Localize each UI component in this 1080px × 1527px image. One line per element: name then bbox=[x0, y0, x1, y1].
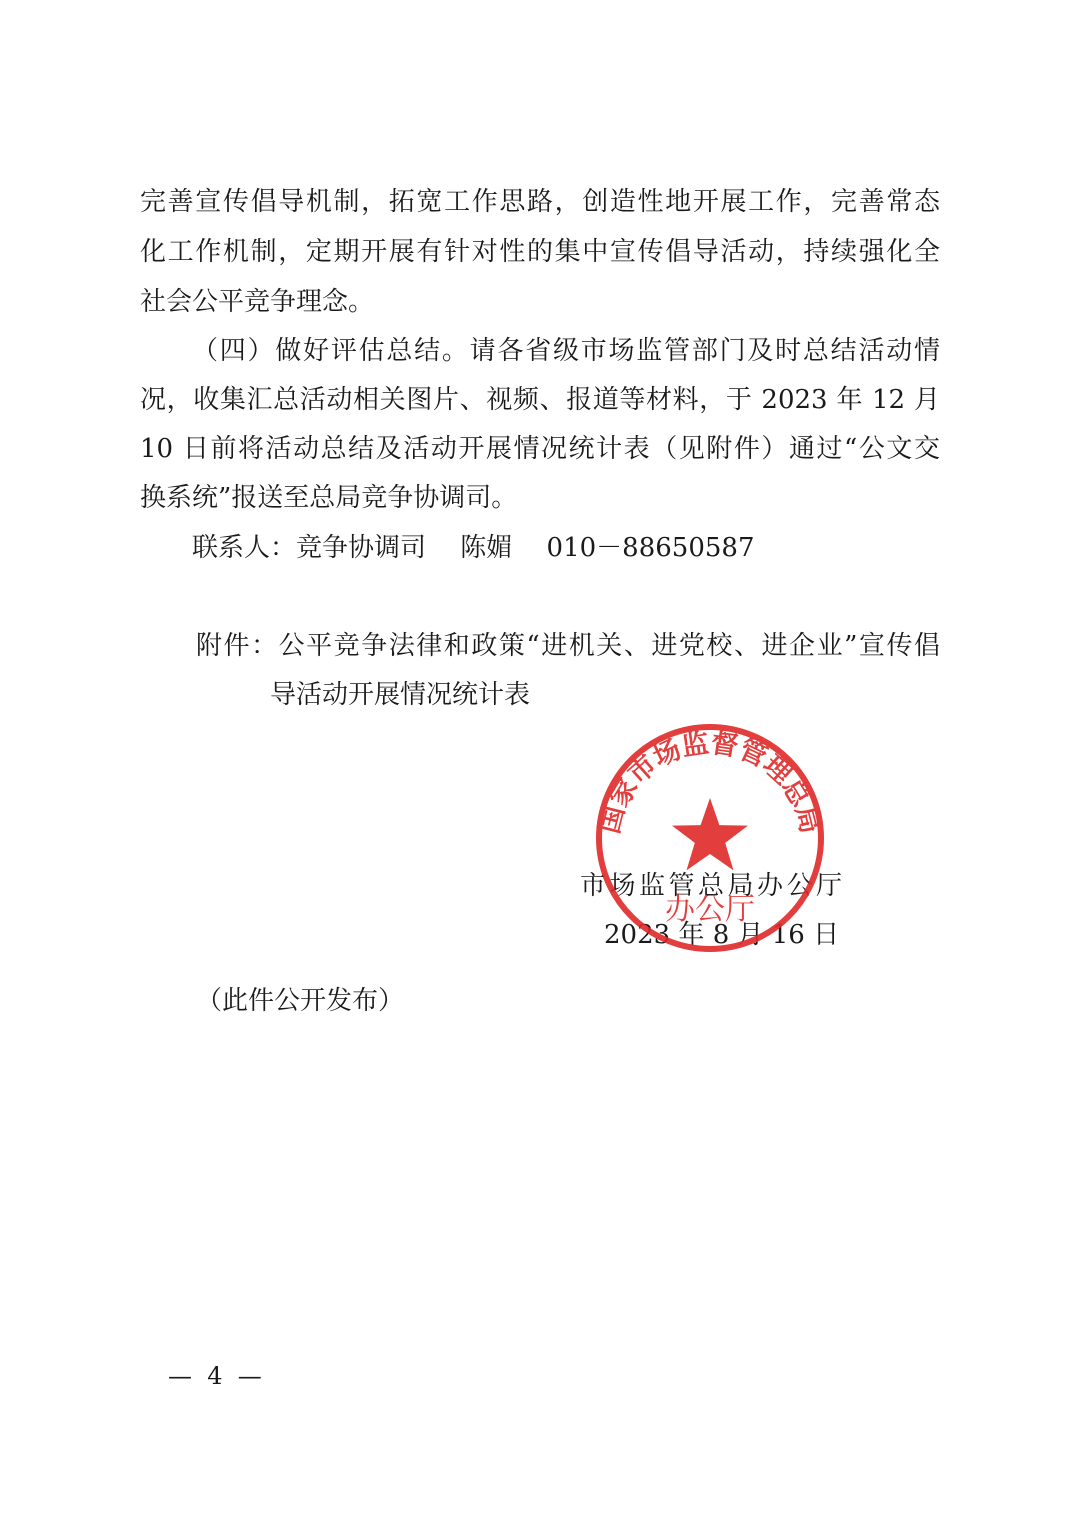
paragraph-line: 况，收集汇总活动相关图片、视频、报道等材料，于 2023 年 12 月 bbox=[140, 385, 940, 415]
seal-ring-text: 国家市场监督管理总局 bbox=[594, 727, 826, 837]
paragraph-line: 完善宣传倡导机制，拓宽工作思路，创造性地开展工作，完善常态 bbox=[140, 187, 940, 217]
paragraph-line: 换系统”报送至总局竞争协调司。 bbox=[140, 483, 518, 513]
paragraph-line: 10 日前将活动总结及活动开展情况统计表（见附件）通过“公文交 bbox=[140, 434, 940, 464]
signing-date: 2023 年 8 月 16 日 bbox=[604, 920, 840, 950]
star-icon bbox=[672, 798, 748, 870]
seal-bottom-text: 办公厅 bbox=[665, 892, 755, 927]
attachment-line: 导活动开展情况统计表 bbox=[270, 680, 531, 710]
contact-line: 联系人：竞争协调司 陈媚 010－88650587 bbox=[192, 533, 755, 563]
paragraph-line: 社会公平竞争理念。 bbox=[140, 287, 375, 317]
official-seal bbox=[594, 722, 826, 954]
attachment-line: 附件：公平竞争法律和政策“进机关、进党校、进企业”宣传倡 bbox=[196, 631, 940, 661]
page-number: — 4 — bbox=[168, 1362, 262, 1390]
paragraph-line: 化工作机制，定期开展有针对性的集中宣传倡导活动，持续强化全 bbox=[140, 237, 940, 267]
publication-note: （此件公开发布） bbox=[196, 986, 405, 1016]
signing-organization: 市场监管总局办公厅 bbox=[580, 871, 842, 901]
paragraph-line: （四）做好评估总结。请各省级市场监管部门及时总结活动情 bbox=[192, 336, 940, 366]
